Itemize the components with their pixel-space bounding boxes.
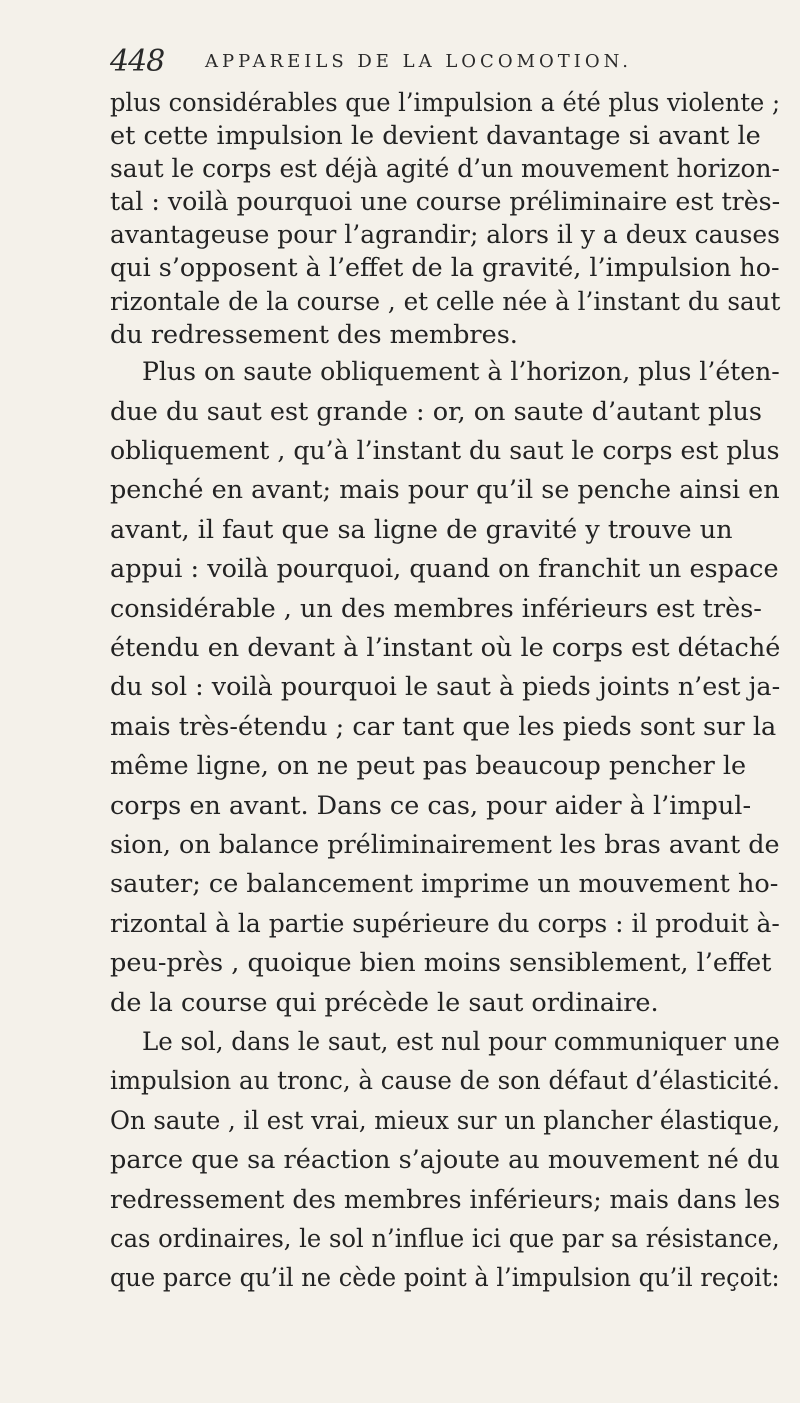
paragraph-first-line: Le sol, dans le saut, est nul pour communiquer une [142, 1027, 780, 1057]
text-line: avant, il faut que sa ligne de gravité y trouve un [110, 515, 733, 545]
running-head: APPAREILS DE LA LOCOMOTION. [205, 51, 632, 72]
page-number: 448 [110, 44, 165, 79]
text-line: due du saut est grande : or, on saute d’autant plus [110, 397, 763, 427]
text-line: plus considérables que l’impulsion a été plus violente ; [110, 88, 781, 118]
text-line: qui s’opposent à l’effet de la gravité, l’impulsion ho- [110, 253, 780, 283]
text-line: corps en avant. Dans ce cas, pour aider à l’impul- [110, 791, 752, 821]
text-line: redressement des membres inférieurs; mais dans les [110, 1185, 781, 1215]
text-line: avantageuse pour l’agrandir; alors il y a deux causes [110, 220, 780, 250]
text-line: considérable , un des membres inférieurs est très- [110, 594, 762, 624]
text-line: peu-près , quoique bien moins sensiblement, l’effet [110, 948, 772, 978]
text-line: que parce qu’il ne cède point à l’impulsion qu’il reçoit: [110, 1263, 780, 1293]
text-line: du sol : voilà pourquoi le saut à pieds joints n’est ja- [110, 672, 781, 702]
text-line: parce que sa réaction s’ajoute au mouvement né du [110, 1145, 780, 1175]
text-line: On saute , il est vrai, mieux sur un plancher élastique, [110, 1106, 781, 1136]
text-line: tal : voilà pourquoi une course préliminaire est très- [110, 187, 781, 217]
text-line: saut le corps est déjà agité d’un mouvement horizon- [110, 154, 780, 184]
text-line: sion, on balance préliminairement les bras avant de [110, 830, 780, 860]
text-line: rizontale de la course , et celle née à l’instant du saut [110, 287, 781, 317]
text-line: même ligne, on ne peut pas beaucoup pencher le [110, 751, 747, 781]
text-line: du redressement des membres. [110, 320, 518, 350]
text-line: de la course qui précède le saut ordinaire. [110, 988, 659, 1018]
text-line: et cette impulsion le devient davantage si avant le [110, 121, 761, 151]
text-line: appui : voilà pourquoi, quand on franchit un espace [110, 554, 779, 584]
text-line: mais très-étendu ; car tant que les pieds sont sur la [110, 712, 777, 742]
text-line: rizontal à la partie supérieure du corps : il produit à- [110, 909, 780, 939]
text-line: sauter; ce balancement imprime un mouvement ho- [110, 869, 779, 899]
text-line: étendu en devant à l’instant où le corps est détaché [110, 633, 781, 663]
text-line: obliquement , qu’à l’instant du saut le corps est plus [110, 436, 780, 466]
paragraph-first-line: Plus on saute obliquement à l’horizon, plus l’éten- [142, 357, 780, 387]
text-line: cas ordinaires, le sol n’influe ici que par sa résistance, [110, 1224, 780, 1254]
text-line: impulsion au tronc, à cause de son défaut d’élasticité. [110, 1066, 780, 1096]
text-line: penché en avant; mais pour qu’il se penche ainsi en [110, 475, 780, 505]
